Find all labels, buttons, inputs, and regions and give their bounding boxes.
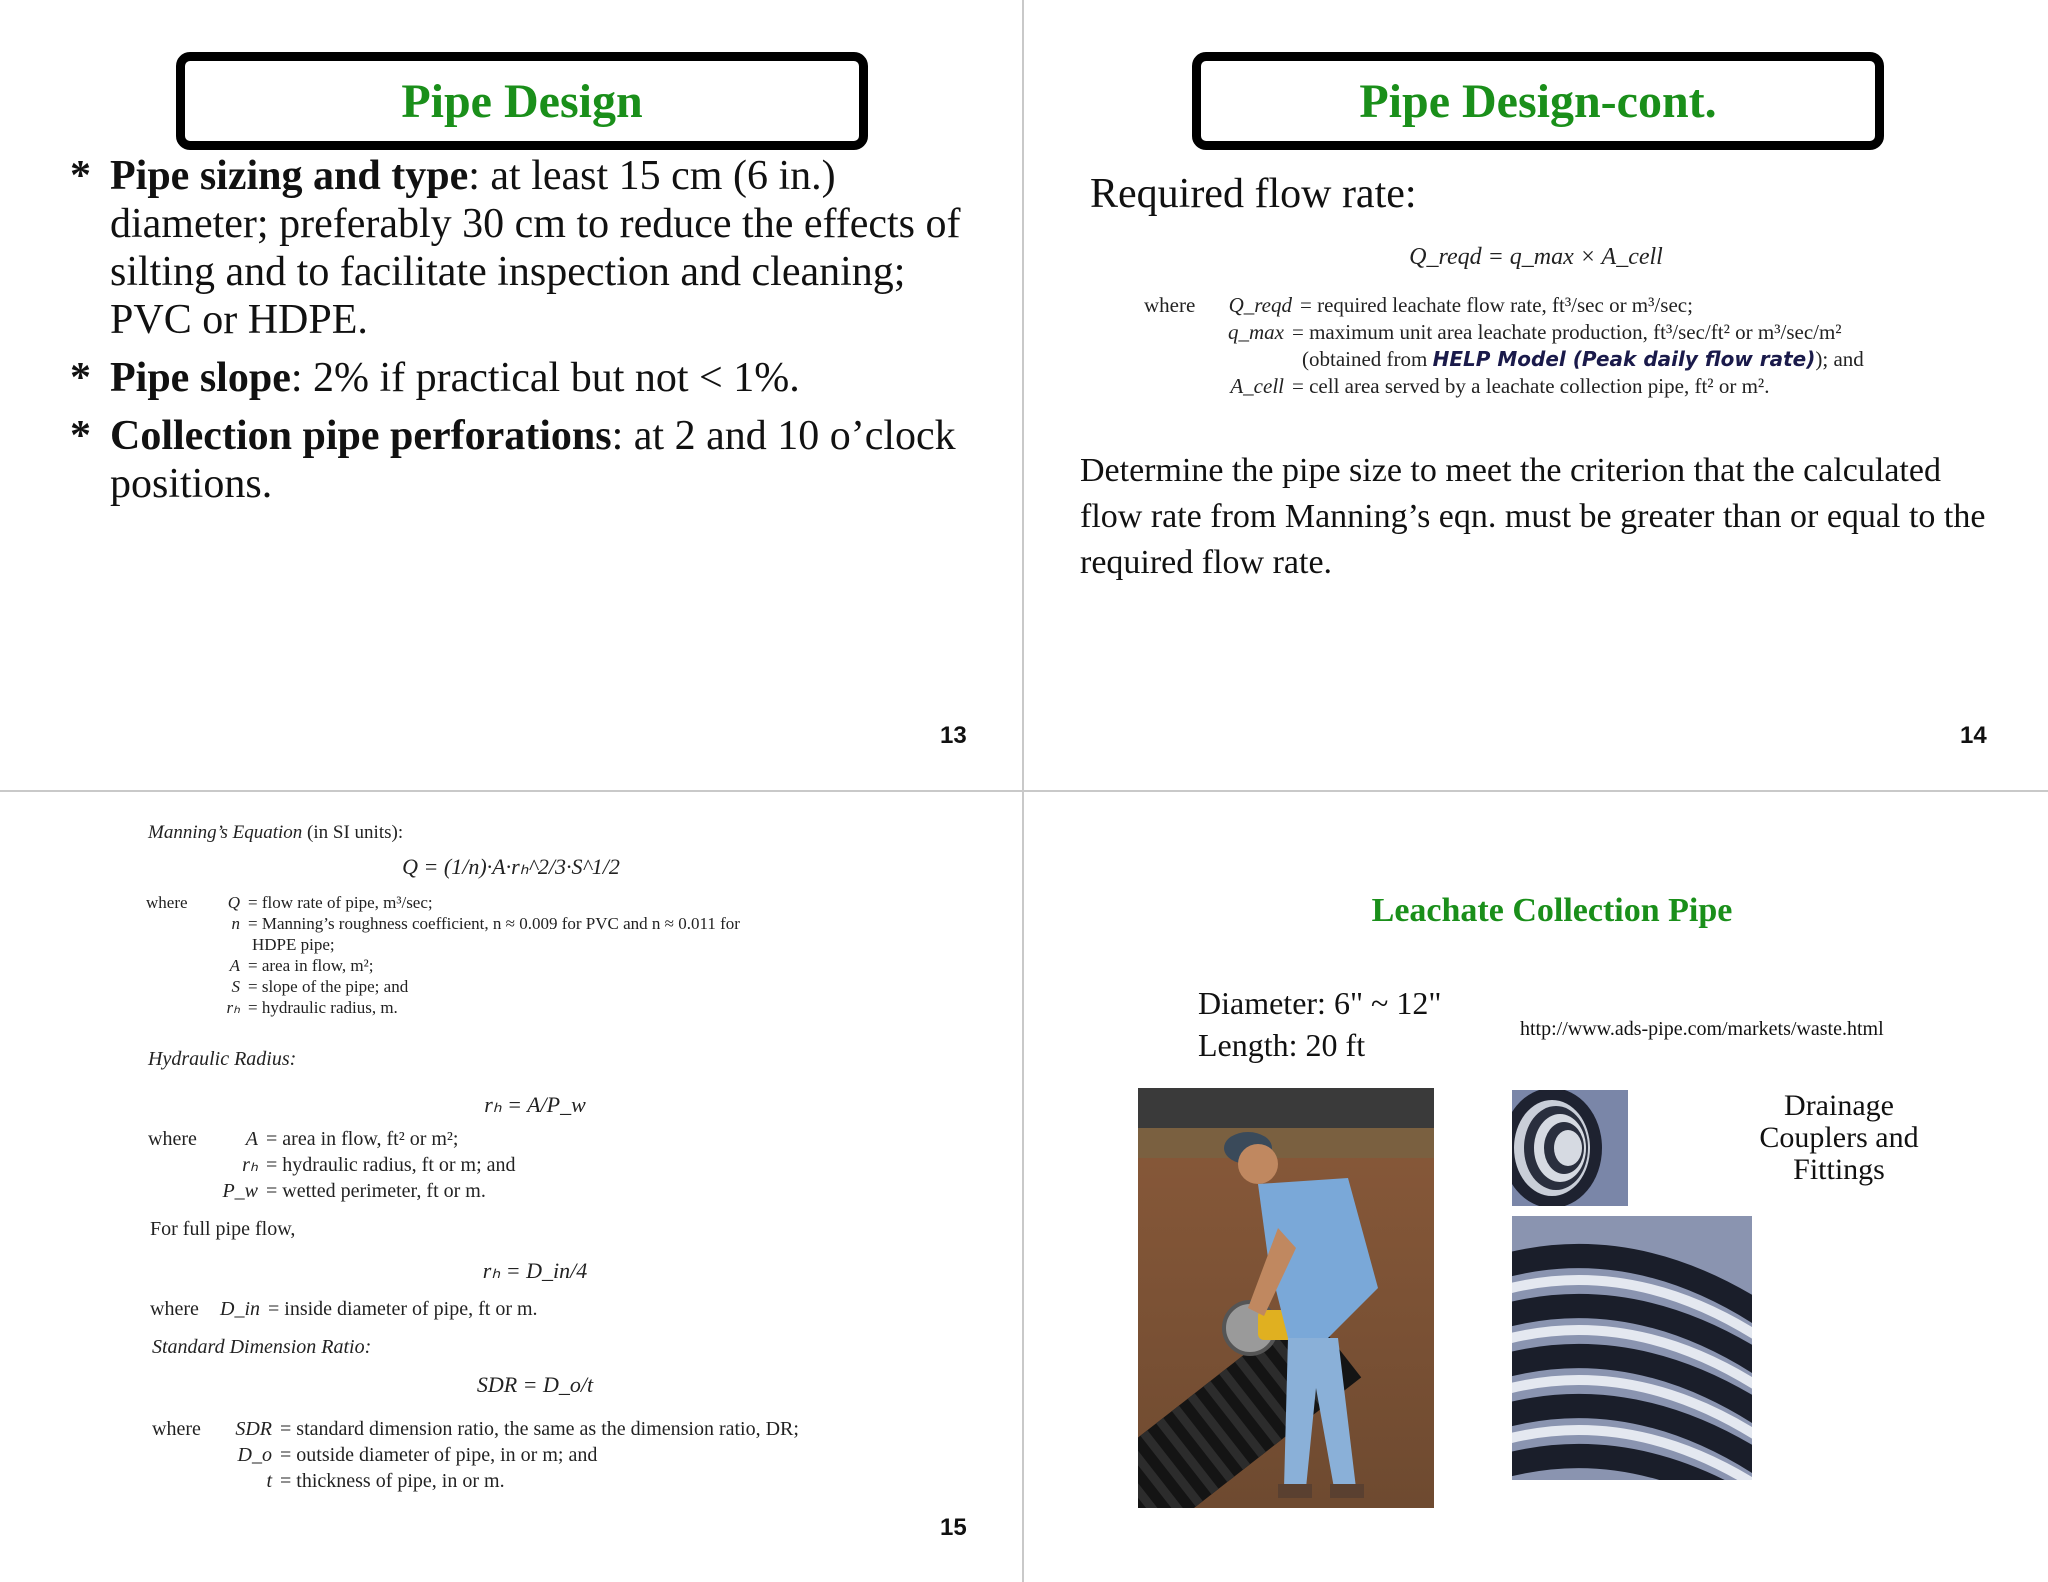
definition: = required leachate flow rate, ft³/sec or m³/sec; bbox=[1300, 293, 1693, 317]
handwritten-note: HELP Model (Peak daily flow rate) bbox=[1432, 347, 1816, 371]
symbol: rₕ bbox=[242, 1154, 258, 1176]
symbol: q_max bbox=[1228, 320, 1284, 344]
flow-equation: Q_reqd = q_max × A_cell bbox=[1409, 244, 1663, 270]
manning-definitions bbox=[146, 892, 740, 1018]
page-number: 14 bbox=[1960, 722, 1987, 749]
where-label: where bbox=[152, 1418, 201, 1440]
full-flow-equation: rₕ = D_in/4 bbox=[482, 1258, 588, 1283]
page-number: 13 bbox=[940, 722, 967, 749]
definition: = area in flow, m²; bbox=[248, 956, 374, 975]
where-label: where bbox=[146, 893, 188, 912]
bullet-bold: Pipe sizing and type bbox=[110, 153, 469, 199]
hydraulic-equation: rₕ = A/P_w bbox=[484, 1092, 586, 1117]
source-url: http://www.ads-pipe.com/markets/waste.html bbox=[1520, 1018, 1884, 1040]
slide-14 bbox=[1024, 0, 2048, 790]
symbol: A bbox=[245, 1128, 258, 1150]
coupler-image bbox=[1512, 1090, 1628, 1206]
hydraulic-definitions bbox=[148, 1126, 516, 1204]
sdr-heading: Standard Dimension Ratio: bbox=[152, 1336, 372, 1358]
bullet-marker: * bbox=[70, 355, 91, 401]
bullet-item bbox=[70, 412, 990, 508]
bullet-text: : at least 15 cm (6 in.) diameter; preferably 30 cm to reduce the effects of silting and to facilitate inspection and cleaning; PVC or HDPE. bbox=[110, 153, 961, 343]
symbol: A_cell bbox=[1230, 374, 1284, 398]
slide-title: Leachate Collection Pipe bbox=[1371, 892, 1733, 929]
slide-13 bbox=[0, 0, 1022, 790]
definition: = hydraulic radius, ft or m; and bbox=[266, 1154, 516, 1176]
symbol: t bbox=[266, 1470, 272, 1492]
equation-definitions bbox=[1144, 292, 1864, 400]
definition: = maximum unit area leachate production, ft³/sec/ft² or m³/sec/m² bbox=[1292, 320, 1842, 344]
bullet-item bbox=[70, 354, 990, 402]
symbol: Q bbox=[227, 893, 240, 912]
definition: HDPE pipe; bbox=[252, 935, 335, 954]
pipe-specs bbox=[1198, 982, 1441, 1066]
sdr-definitions bbox=[152, 1416, 799, 1494]
definition: = flow rate of pipe, m³/sec; bbox=[248, 893, 433, 912]
full-flow-definition bbox=[150, 1298, 538, 1321]
definition: = inside diameter of pipe, ft or m. bbox=[268, 1298, 538, 1320]
symbol: D_o bbox=[237, 1444, 272, 1466]
symbol: n bbox=[231, 914, 240, 933]
fittings-caption bbox=[1704, 1090, 1974, 1186]
sdr-equation: SDR = D_o/t bbox=[476, 1372, 594, 1397]
definition: ); and bbox=[1815, 347, 1864, 371]
definition: = hydraulic radius, m. bbox=[248, 998, 398, 1017]
pipe-closeup-image bbox=[1512, 1216, 1752, 1480]
slide-16 bbox=[1024, 792, 2048, 1582]
pipe-closeup-photo bbox=[1512, 1216, 1752, 1480]
bullet-bold: Collection pipe perforations bbox=[110, 413, 612, 459]
slide-15 bbox=[0, 792, 1022, 1582]
caption-line: Couplers and bbox=[1759, 1121, 1919, 1154]
symbol: rₕ bbox=[226, 998, 240, 1017]
bullet-text: : 2% if practical but not < 1%. bbox=[290, 355, 800, 401]
definition: = thickness of pipe, in or m. bbox=[280, 1470, 505, 1492]
worker-pipe-photo bbox=[1138, 1088, 1434, 1508]
bullet-list bbox=[70, 152, 990, 518]
section-heading: Required flow rate: bbox=[1090, 171, 1417, 217]
definition: = wetted perimeter, ft or m. bbox=[266, 1180, 486, 1202]
worker-pipe-image bbox=[1138, 1088, 1434, 1508]
symbol: SDR bbox=[235, 1418, 272, 1440]
symbol: S bbox=[231, 977, 240, 996]
page-number: 15 bbox=[940, 1514, 967, 1541]
where-label: where bbox=[1144, 293, 1196, 317]
definition: = standard dimension ratio, the same as the dimension ratio, DR; bbox=[280, 1418, 799, 1440]
slide-title-box bbox=[176, 52, 868, 150]
caption-line: Drainage bbox=[1784, 1089, 1894, 1122]
bullet-marker: * bbox=[70, 153, 91, 199]
manning-heading-rest: (in SI units): bbox=[302, 822, 404, 843]
bullet-marker: * bbox=[70, 413, 91, 459]
definition: = area in flow, ft² or m²; bbox=[266, 1128, 459, 1150]
manning-equation: Q = (1/n)·A·rₕ^2/3·S^1/2 bbox=[402, 854, 620, 879]
hydraulic-heading: Hydraulic Radius: bbox=[148, 1048, 297, 1070]
symbol: P_w bbox=[222, 1180, 258, 1202]
definition: = Manning’s roughness coefficient, n ≈ 0.009 for PVC and n ≈ 0.011 for bbox=[248, 914, 740, 933]
caption-line: Fittings bbox=[1793, 1153, 1885, 1186]
symbol: Q_reqd bbox=[1228, 293, 1292, 317]
criterion-paragraph: Determine the pipe size to meet the criterion that the calculated flow rate from Manning’s eqn. must be greater than or equal to the required flow rate. bbox=[1080, 452, 1986, 581]
where-label: where bbox=[150, 1298, 199, 1320]
slide-title: Pipe Design-cont. bbox=[1359, 74, 1717, 128]
symbol: A bbox=[229, 956, 240, 975]
diameter-text: Diameter: 6" ~ 12" bbox=[1198, 985, 1442, 1021]
symbol: D_in bbox=[220, 1298, 260, 1320]
slide-title-box bbox=[1192, 52, 1884, 150]
definition: = outside diameter of pipe, in or m; and bbox=[280, 1444, 598, 1466]
definition: = cell area served by a leachate collection pipe, ft² or m². bbox=[1292, 374, 1770, 398]
slide-title: Pipe Design bbox=[401, 74, 643, 128]
definition: = slope of the pipe; and bbox=[248, 977, 409, 996]
where-label: where bbox=[148, 1128, 197, 1150]
bullet-bold: Pipe slope bbox=[110, 355, 291, 401]
coupler-photo bbox=[1512, 1090, 1628, 1206]
definition: (obtained from bbox=[1302, 347, 1433, 371]
length-text: Length: 20 ft bbox=[1198, 1027, 1366, 1063]
bullet-item bbox=[70, 152, 990, 344]
manning-heading bbox=[148, 822, 403, 844]
manning-heading-italic: Manning’s Equation bbox=[148, 822, 303, 843]
bullet-text: : at 2 and 10 o’clock positions. bbox=[110, 413, 956, 507]
full-flow-label: For full pipe flow, bbox=[150, 1218, 296, 1240]
